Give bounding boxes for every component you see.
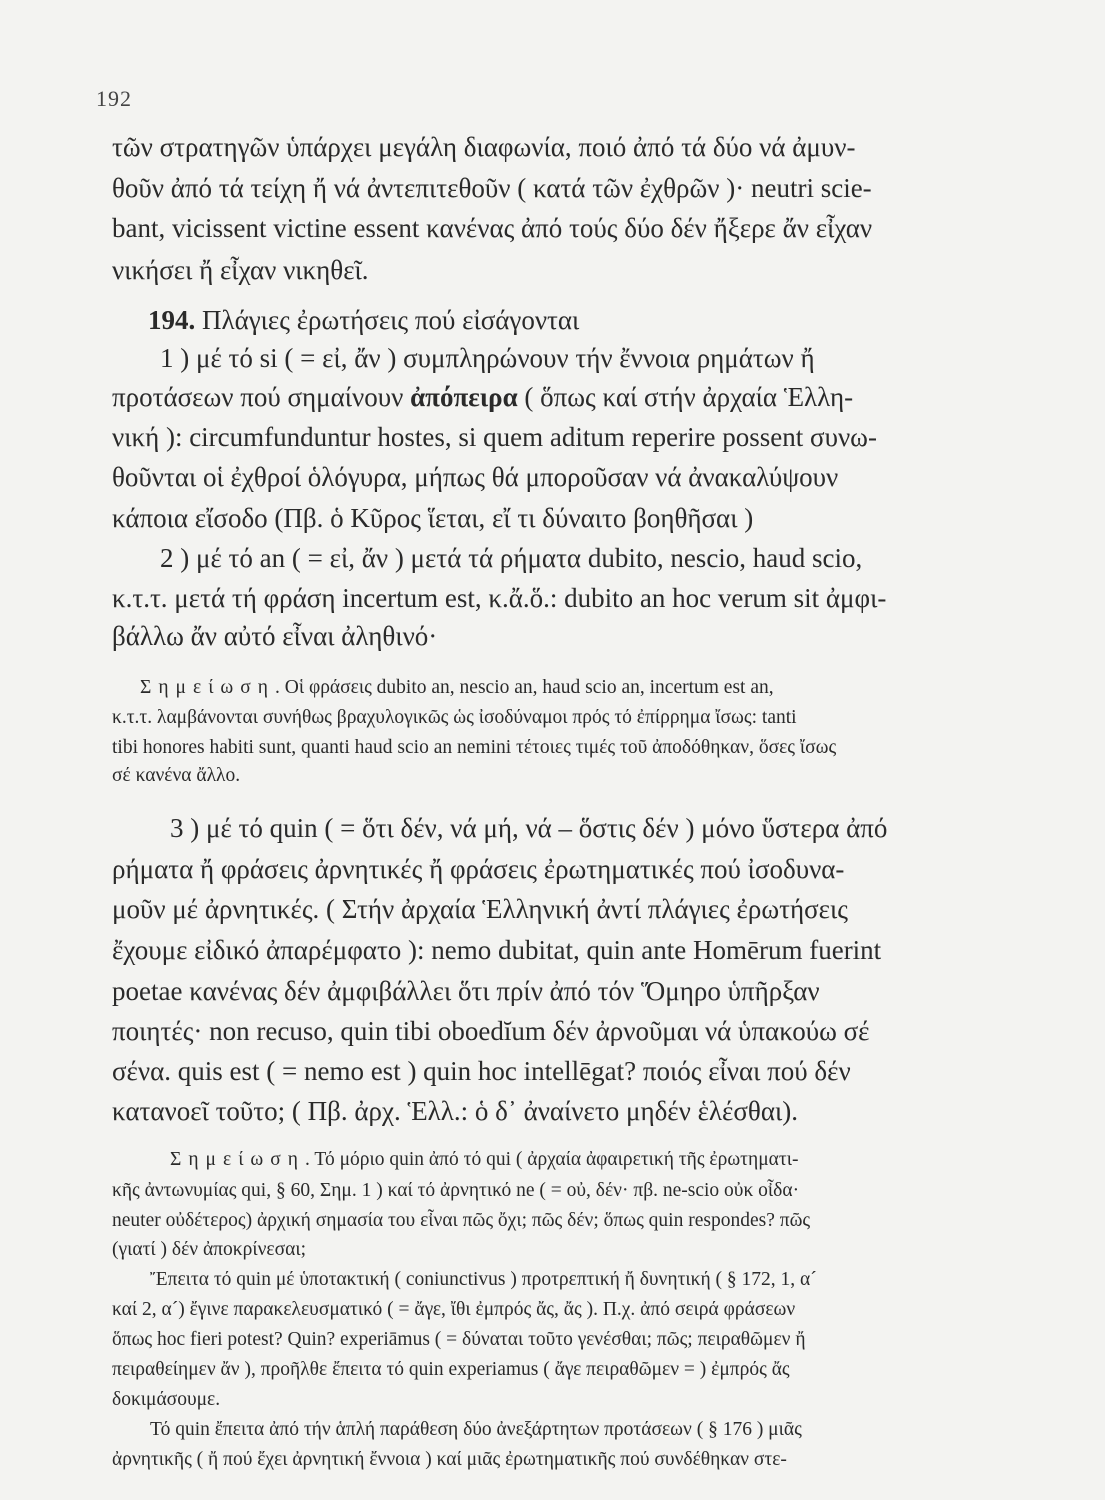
item1-line-3: νική ): circumfunduntur hostes, si quem aditum reperire possent συνω- — [112, 422, 877, 452]
item1-line-4: θοῦνται οἱ ἐχθροί ὁλόγυρα, μήπως θά μποροῦσαν νά ἀνακαλύψουν — [112, 462, 839, 492]
item3-line-1: 3 ) μέ τό quin ( = ὅτι δέν, νά μή, νά – ὅστις δέν ) μόνο ὕστερα ἀπό — [170, 813, 888, 843]
section-heading — [148, 307, 579, 334]
note2-line-4: (γιατί ) δέν ἀποκρίνεσαι; — [112, 1239, 306, 1260]
item3-line-5: poetae κανένας δέν ἀμφιβάλλει ὅτι πρίν ἀπό τόν Ὅμηρο ὑπῆρξαν — [112, 976, 820, 1006]
item3-line-8: κατανοεῖ τοῦτο; ( Πβ. ἀρχ. Ἑλλ.: ὁ δ᾽ ἀναίνετο μηδέν ἑλέσθαι). — [112, 1096, 798, 1126]
note1-line-3: tibi honores habiti sunt, quanti haud scio an nemini τέτοιες τιμές τοῦ ἀποδόθηκαν, ὅσες ἴσως — [112, 737, 837, 758]
note2-line-10: Τό quin ἔπειτα ἀπό τήν ἁπλή παράθεση δύο ἀνεξάρτητων προτάσεων ( § 176 ) μιᾶς — [150, 1419, 802, 1440]
bold-term: ἀπόπειρα — [410, 382, 518, 412]
item1-line-5: κάποια εἴσοδο (Πβ. ὁ Κῦρος ἵεται, εἴ τι δύναιτο βοηθῆσαι ) — [112, 503, 754, 533]
note2-line-1-text: . Τό μόριο quin ἀπό τό qui ( ἀρχαία ἀφαιρετική τῆς ἐρωτηματι- — [304, 1149, 799, 1170]
note1-label: Σημείωση — [140, 677, 275, 698]
item2-line-2: κ.τ.τ. μετά τή φράση incertum est, κ.ἄ.ὅ.: dubito an hoc verum sit ἀμφι- — [112, 583, 887, 613]
note2-label: Σημείωση — [170, 1149, 305, 1170]
item1-line-2-post: ( ὅπως καί στήν ἀρχαία Ἑλλη- — [517, 382, 854, 412]
item2-line-3: βάλλω ἄν αὐτό εἶναι ἀληθινό· — [112, 621, 438, 651]
note1-line-1 — [140, 678, 774, 698]
item3-line-7: σένα. quis est ( = nemo est ) quin hoc intellēgat? ποιός εἶναι πού δέν — [112, 1056, 851, 1086]
note2-line-6: καί 2, α´) ἔγινε παρακελευσματικό ( = ἄγε, ἴθι ἐμπρός ἄς, ἄς ). Π.χ. ἀπό σειρά φράσεων — [112, 1299, 796, 1320]
item1-line-2 — [112, 384, 853, 411]
note2-line-9: δοκιμάσουμε. — [112, 1389, 221, 1410]
item1-line-2-pre: προτάσεων πού σημαίνουν — [112, 382, 411, 412]
para1-line-4: νικήσει ἤ εἶχαν νικηθεῖ. — [112, 255, 369, 285]
note2-line-2: κῆς ἀντωνυμίας qui, § 60, Σημ. 1 ) καί τό ἀρνητικό ne ( = οὐ, δέν· πβ. ne-scio οὐκ οἶδα· — [112, 1180, 800, 1201]
item3-line-3: μοῦν μέ ἀρνητικές. ( Στήν ἀρχαία Ἑλληνική ἀντί πλάγιες ἐρωτήσεις — [112, 894, 848, 924]
item2-line-1: 2 ) μέ τό an ( = εἰ, ἄν ) μετά τά ρήματα dubito, nescio, haud scio, — [160, 543, 863, 573]
note2-line-7: ὅπως hoc fieri potest? Quin? experiāmus ( = δύναται τοῦτο γενέσθαι; πῶς; πειραθῶμεν ἤ — [112, 1329, 806, 1350]
note2-line-8: πειραθείημεν ἄν ), προῆλθε ἔπειτα τό quin experiamus ( ἄγε πειραθῶμεν = ) ἐμπρός ἄς — [112, 1359, 790, 1380]
note1-line-2: κ.τ.τ. λαμβάνονται συνήθως βραχυλογικῶς ὡς ἰσοδύναμοι πρός τό ἐπίρρημα ἴσως: tanti — [112, 707, 797, 728]
item3-line-6: ποιητές· non recuso, quin tibi oboedĭum δέν ἀρνοῦμαι νά ὑπακούω σέ — [112, 1016, 870, 1046]
page-number: 192 — [96, 86, 132, 111]
note1-line-4: σέ κανένα ἄλλο. — [112, 765, 241, 786]
para1-line-2: θοῦν ἀπό τά τείχη ἤ νά ἀντεπιτεθοῦν ( κατά τῶν ἐχθρῶν )· neutri scie- — [112, 173, 872, 203]
note2-line-1 — [170, 1150, 798, 1170]
item3-line-2: ρήματα ἤ φράσεις ἀρνητικές ἤ φράσεις ἐρωτηματικές πού ἰσοδυνα- — [112, 854, 845, 884]
item1-line-1: 1 ) μέ τό si ( = εἰ, ἄν ) συμπληρώνουν τήν ἔννοια ρημάτων ἤ — [160, 343, 815, 373]
item3-line-4: ἔχουμε εἰδικό ἀπαρέμφατο ): nemo dubitat, quin ante Homērum fuerint — [112, 935, 882, 965]
note2-line-3: neuter οὐδέτερος) ἀρχική σημασία του εἶναι πῶς ὄχι; πῶς δέν; ὅπως quin respondes? πῶς — [112, 1210, 811, 1231]
section-number: 194. — [148, 305, 196, 335]
para1-line-1: τῶν στρατηγῶν ὑπάρχει μεγάλη διαφωνία, ποιό ἀπό τά δύο νά ἀμυν- — [112, 132, 856, 162]
note2-line-5: Ἔπειτα τό quin μέ ὑποτακτική ( coniunctivus ) προτρεπτική ἤ δυνητική ( § 172, 1, α´ — [150, 1269, 817, 1290]
note1-line-1-text: . Οἱ φράσεις dubito an, nescio an, haud scio an, incertum est an, — [274, 677, 774, 698]
para1-line-3: bant, vicissent victine essent κανένας ἀπό τούς δύο δέν ἤξερε ἄν εἶχαν — [112, 213, 873, 243]
section-title: Πλάγιες ἐρωτήσεις πού εἰσάγονται — [195, 305, 580, 335]
note2-line-11: ἀρνητικῆς ( ἤ πού ἔχει ἀρνητική ἔννοια ) καί μιᾶς ἐρωτηματικῆς πού συνδέθηκαν στε- — [112, 1449, 787, 1470]
